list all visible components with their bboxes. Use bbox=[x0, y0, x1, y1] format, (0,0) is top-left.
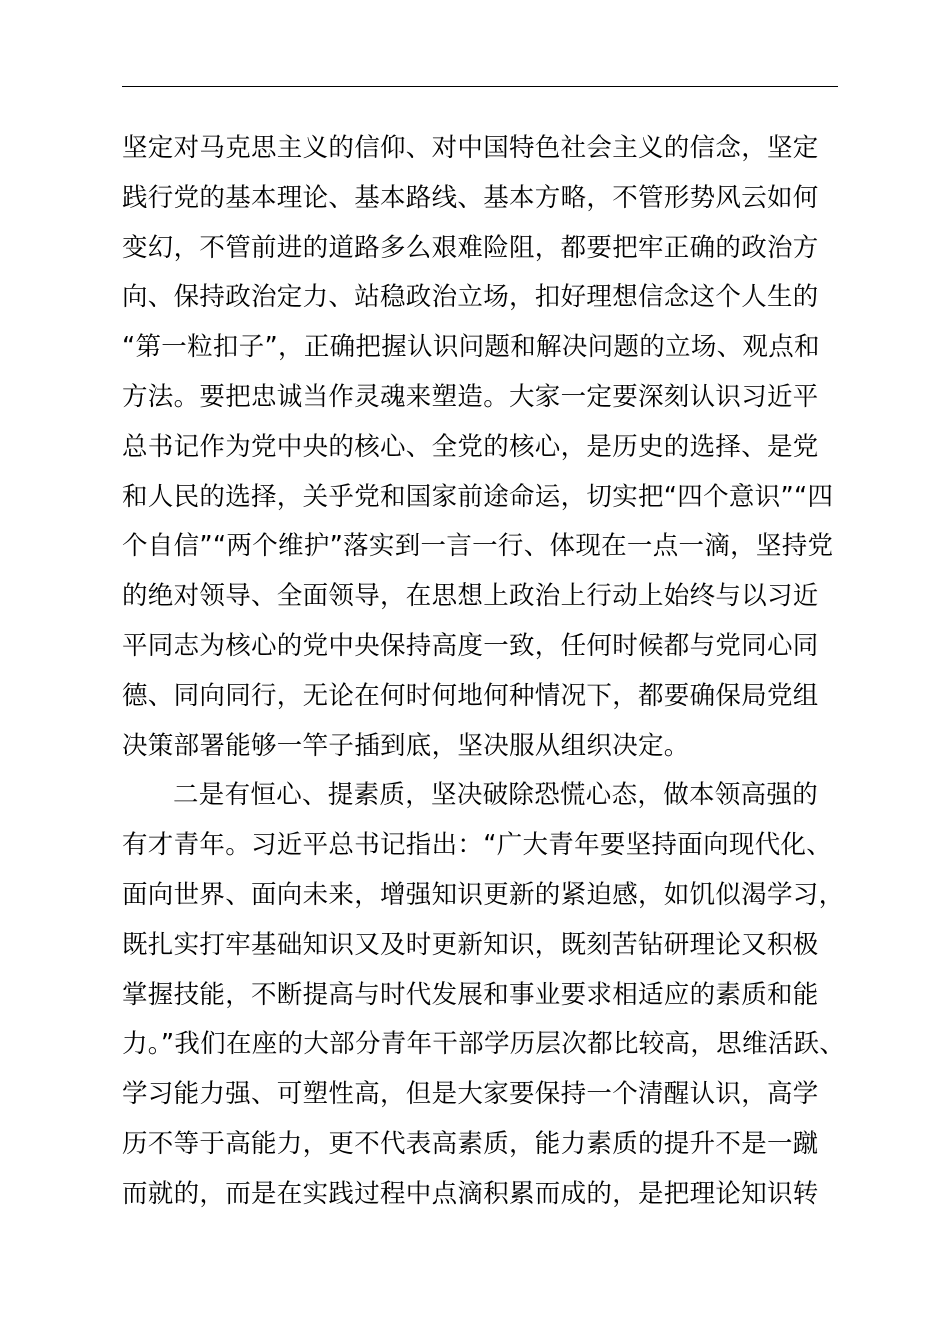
header-rule bbox=[122, 86, 838, 87]
text-line: 个自信”“两个维护”落实到一言一行、体现在一点一滴，坚持党 bbox=[122, 531, 834, 562]
text-line: 和人民的选择，关乎党和国家前途命运，切实把“四个意识”“四 bbox=[122, 481, 834, 512]
text-line: 践行党的基本理论、基本路线、基本方略，不管形势风云如何 bbox=[122, 182, 819, 213]
text-line: 总书记作为党中央的核心、全党的核心，是历史的选择、是党 bbox=[122, 431, 819, 462]
text-line: 面向世界、面向未来，增强知识更新的紧迫感，如饥似渴学习， bbox=[122, 879, 845, 910]
text-line: 平同志为核心的党中央保持高度一致，任何时候都与党同心同 bbox=[122, 630, 819, 661]
text-line: 而就的，而是在实践过程中点滴积累而成的，是把理论知识转 bbox=[122, 1178, 819, 1209]
body-text bbox=[122, 124, 862, 1220]
text-line: 既扎实打牢基础知识又及时更新知识，既刻苦钻研理论又积极 bbox=[122, 929, 819, 960]
text-line: 有才青年。习近平总书记指出：“广大青年要坚持面向现代化、 bbox=[122, 830, 833, 861]
text-line: 决策部署能够一竿子插到底，坚决服从组织决定。 bbox=[122, 730, 690, 761]
text-line: 学习能力强、可塑性高，但是大家要保持一个清醒认识，高学 bbox=[122, 1079, 819, 1110]
text-line: 的绝对领导、全面领导，在思想上政治上行动上始终与以习近 bbox=[122, 581, 819, 612]
text-line: 方法。要把忠诚当作灵魂来塑造。大家一定要深刻认识习近平 bbox=[122, 381, 819, 412]
text-line: 变幻，不管前进的道路多么艰难险阻，都要把牢正确的政治方 bbox=[122, 232, 819, 263]
text-line: 掌握技能，不断提高与时代发展和事业要求相适应的素质和能 bbox=[122, 979, 819, 1010]
text-line: 力。”我们在座的大部分青年干部学历层次都比较高，思维活跃、 bbox=[122, 1029, 846, 1060]
text-line: “第一粒扣子”，正确把握认识问题和解决问题的立场、观点和 bbox=[122, 332, 820, 363]
text-line: 历不等于高能力，更不代表高素质，能力素质的提升不是一蹴 bbox=[122, 1128, 819, 1159]
text-line: 向、保持政治定力、站稳政治立场，扣好理想信念这个人生的 bbox=[122, 282, 819, 313]
paragraph-start-line: 二是有恒心、提素质，坚决破除恐慌心态，做本领高强的 bbox=[173, 780, 819, 811]
text-line: 坚定对马克思主义的信仰、对中国特色社会主义的信念，坚定 bbox=[122, 133, 819, 163]
text-line: 德、同向同行，无论在何时何地何种情况下，都要确保局党组 bbox=[122, 680, 819, 711]
